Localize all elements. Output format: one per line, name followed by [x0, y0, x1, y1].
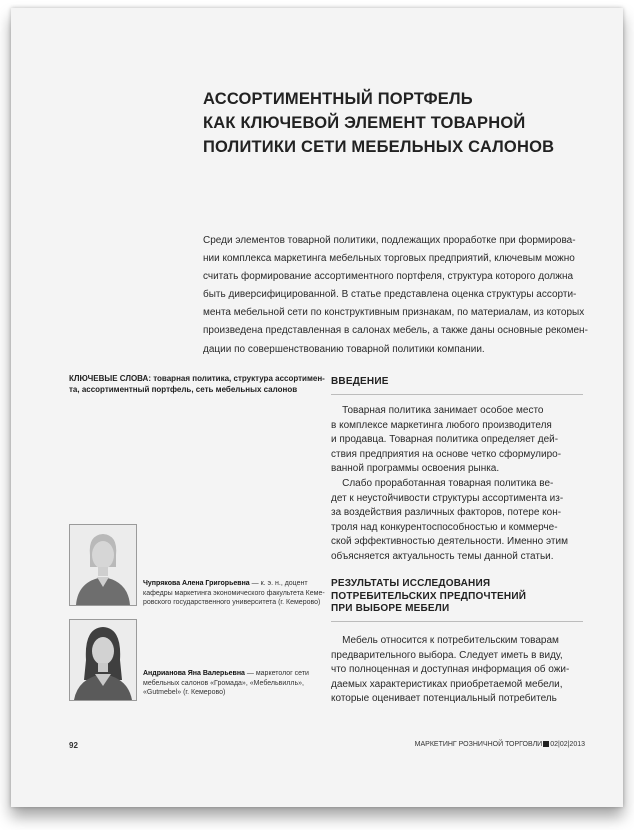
section-body-introduction — [331, 404, 591, 565]
keywords-block — [69, 373, 329, 395]
author-affiliation-line: ровского государственного университета (г. Кемерово) — [143, 599, 321, 607]
abstract-line: Среди элементов товарной политики, подлежащих проработке при формирова- — [203, 235, 576, 246]
abstract-line: мента мебельной сети по конструктивным признакам, по материалам, из которых — [203, 307, 585, 319]
section-divider — [331, 621, 583, 622]
heading-line: ПРИ ВЫБОРЕ МЕБЕЛИ — [331, 603, 450, 614]
abstract-line: нии комплекса маркетинга мебельных торговых предприятий, ключевым можно — [203, 253, 575, 265]
body-line: предварительного выбора. Следует иметь в виду, — [331, 649, 563, 661]
journal-name: МАРКЕТИНГ РОЗНИЧНОЙ ТОРГОВЛИ — [414, 741, 543, 748]
section-heading-results — [331, 578, 526, 616]
portrait-image — [70, 620, 136, 700]
section-heading-introduction — [331, 376, 389, 389]
author-name: Чупрякова Алена Григорьевна — [143, 580, 250, 587]
abstract-line: дации по совершенствованию товарной политики компании. — [203, 343, 485, 355]
body-line: и продавца. Товарная политика определяет дей- — [331, 434, 559, 446]
author-info-1 — [143, 579, 343, 608]
abstract-line: произведена представленная в салонах мебель, а также даны основные рекомен- — [203, 325, 588, 337]
author-affiliation-line: мебельных салонов «Громада», «Мебельвилль», — [143, 679, 304, 687]
body-line: дет к неустойчивости структуры ассортимента из- — [331, 492, 564, 504]
heading-line: РЕЗУЛЬТАТЫ ИССЛЕДОВАНИЯ — [331, 578, 491, 589]
author-name: Андрианова Яна Валерьевна — [143, 670, 245, 677]
body-line: в комплексе маркетинга любого производителя — [331, 419, 552, 431]
issue-number: 02|02|2013 — [550, 741, 585, 748]
author-position: — маркетолог сети — [244, 670, 309, 677]
body-line: ванной программы освоения рынка. — [331, 463, 500, 475]
body-line: даемых характеристиках приобретаемой мебели, — [331, 678, 563, 690]
keywords-line: та, ассортиментный портфель, сеть мебельных салонов — [69, 385, 298, 394]
keywords-line: КЛЮЧЕВЫЕ СЛОВА: товарная политика, структура ассортимен- — [69, 374, 325, 383]
body-line: ствия предприятия на основе четко сформулиро- — [331, 448, 562, 460]
article-abstract — [203, 232, 588, 359]
title-line: ПОЛИТИКИ СЕТИ МЕБЕЛЬНЫХ САЛОНОВ — [203, 138, 555, 156]
author-affiliation-line: «Gutmebel» (г. Кемерово) — [143, 689, 226, 697]
portrait-image — [70, 525, 136, 605]
running-footer — [385, 741, 585, 748]
abstract-line: считать формирование ассортиментного портфеля, структура которого должна — [203, 271, 574, 283]
body-line: троля над конкурентоспособностью и коммерче- — [331, 521, 558, 533]
author-photo-1 — [69, 524, 137, 606]
title-line: КАК КЛЮЧЕВОЙ ЭЛЕМЕНТ ТОВАРНОЙ — [203, 114, 526, 132]
body-line: что полноценная и доступная информация об ожи- — [331, 664, 570, 676]
body-line: Товарная политика занимает особое место — [331, 405, 544, 416]
title-line: АССОРТИМЕНТНЫЙ ПОРТФЕЛЬ — [203, 90, 473, 108]
section-divider — [331, 394, 583, 395]
author-position: — к. э. н., доцент — [249, 580, 308, 587]
heading-line: ВВЕДЕНИЕ — [331, 376, 389, 387]
body-line: ской эффективностью деятельности. Именно этим — [331, 536, 568, 548]
body-line: Слабо проработанная товарная политика ве- — [331, 477, 554, 489]
page-number: 92 — [69, 741, 78, 750]
abstract-line: быть диверсифицированной. В статье представлена оценка структуры ассорти- — [203, 289, 577, 301]
section-body-results — [331, 634, 591, 707]
body-line: объясняется актуальность темы данной статьи. — [331, 550, 554, 562]
article-title — [203, 87, 583, 159]
body-line: которые оценивает потенциальный потребитель — [331, 693, 557, 705]
author-photo-2 — [69, 619, 137, 701]
square-separator-icon — [543, 741, 549, 747]
heading-line: ПОТРЕБИТЕЛЬСКИХ ПРЕДПОЧТЕНИЙ — [331, 590, 527, 602]
author-info-2 — [143, 669, 343, 698]
body-line: Мебель относится к потребительским товарам — [331, 635, 559, 646]
body-line: за воздействия различных факторов, потере кон- — [331, 507, 562, 519]
author-affiliation-line: кафедры маркетинга экономического факультета Кеме- — [143, 589, 325, 597]
